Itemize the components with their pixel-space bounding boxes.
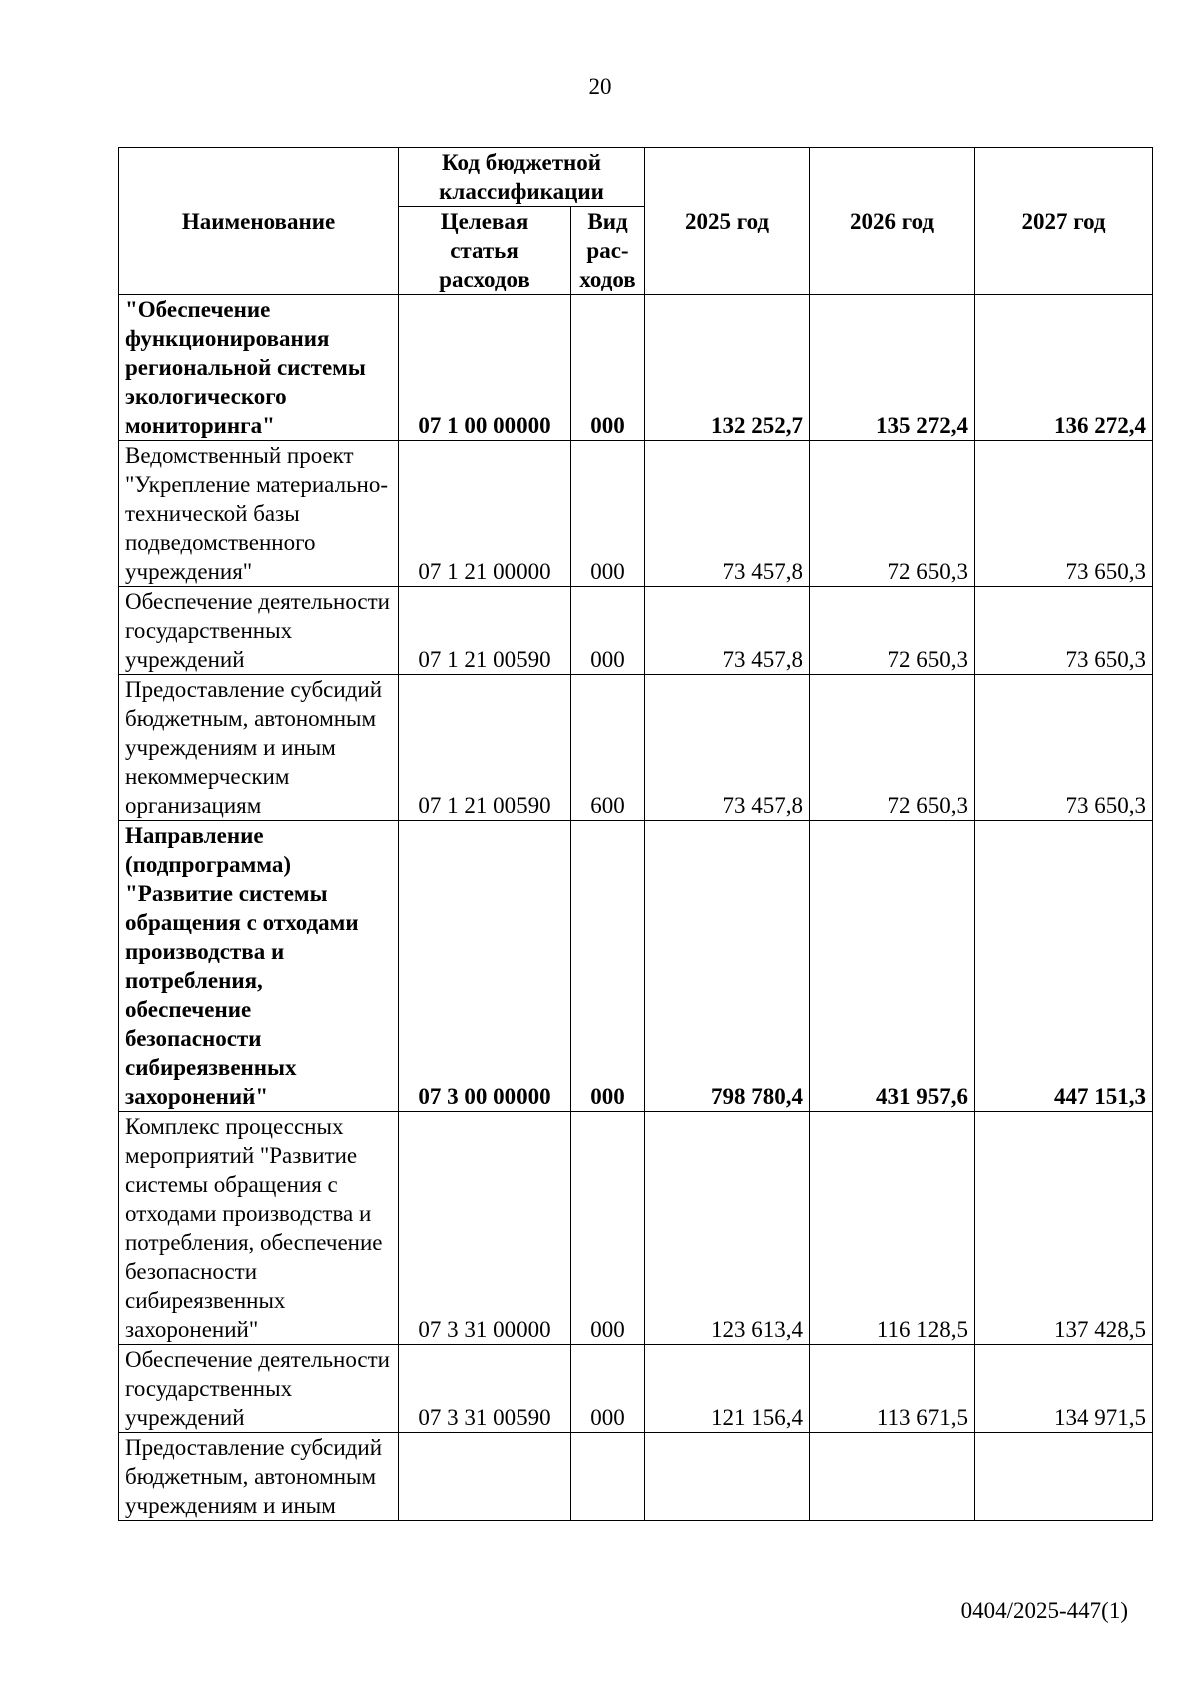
row-2025: 121 156,4 bbox=[645, 1345, 810, 1433]
row-code: 07 1 21 00590 bbox=[399, 675, 571, 821]
row-name: Ведомственный проект "Укрепление материально-технической базы подведомственного учреждения" bbox=[119, 441, 399, 587]
header-kbk-group: Код бюджетной классификации bbox=[399, 148, 645, 207]
row-name: Комплекс процессных мероприятий "Развитие системы обращения с отходами производства и потребления, обеспечение безопасности сибиреязвенных захоронений" bbox=[119, 1112, 399, 1345]
row-2027: 134 971,5 bbox=[975, 1345, 1153, 1433]
row-name: Обеспечение деятельности государственных учреждений bbox=[119, 587, 399, 675]
row-2025: 123 613,4 bbox=[645, 1112, 810, 1345]
header-name: Наименование bbox=[119, 148, 399, 295]
table-row bbox=[119, 441, 1153, 587]
row-vid: 000 bbox=[571, 821, 645, 1112]
row-2026 bbox=[810, 1433, 975, 1521]
row-2027 bbox=[975, 1433, 1153, 1521]
row-code: 07 3 31 00590 bbox=[399, 1345, 571, 1433]
row-2025: 73 457,8 bbox=[645, 441, 810, 587]
row-code: 07 3 31 00000 bbox=[399, 1112, 571, 1345]
table-row bbox=[119, 675, 1153, 821]
table-row-partial bbox=[119, 1433, 1153, 1521]
row-vid: 000 bbox=[571, 587, 645, 675]
row-code: 07 1 21 00590 bbox=[399, 587, 571, 675]
row-2025: 798 780,4 bbox=[645, 821, 810, 1112]
row-name: Обеспечение деятельности государственных учреждений bbox=[119, 1345, 399, 1433]
row-2026: 72 650,3 bbox=[810, 587, 975, 675]
table-body bbox=[119, 295, 1153, 1433]
header-expense-type: Вид рас-ходов bbox=[571, 207, 645, 295]
table-row bbox=[119, 1345, 1153, 1433]
row-2025: 132 252,7 bbox=[645, 295, 810, 441]
row-2025: 73 457,8 bbox=[645, 587, 810, 675]
header-year-2026: 2026 год bbox=[810, 148, 975, 295]
row-2026: 116 128,5 bbox=[810, 1112, 975, 1345]
row-name: Направление (подпрограмма) "Развитие системы обращения с отходами производства и потребления, обеспечение безопасности сибиреязвенных захоронений" bbox=[119, 821, 399, 1112]
row-name: Предоставление субсидий бюджетным, автономным учреждениям и иным bbox=[119, 1433, 399, 1521]
header-year-2025: 2025 год bbox=[645, 148, 810, 295]
document-code: 0404/2025-447(1) bbox=[960, 1598, 1128, 1623]
row-vid: 600 bbox=[571, 675, 645, 821]
row-2027: 137 428,5 bbox=[975, 1112, 1153, 1345]
row-2026: 113 671,5 bbox=[810, 1345, 975, 1433]
row-2025 bbox=[645, 1433, 810, 1521]
row-2027: 73 650,3 bbox=[975, 675, 1153, 821]
row-code: 07 1 21 00000 bbox=[399, 441, 571, 587]
row-2027: 447 151,3 bbox=[975, 821, 1153, 1112]
row-code: 07 1 00 00000 bbox=[399, 295, 571, 441]
row-2026: 72 650,3 bbox=[810, 675, 975, 821]
row-code bbox=[399, 1433, 571, 1521]
row-code: 07 3 00 00000 bbox=[399, 821, 571, 1112]
row-vid bbox=[571, 1433, 645, 1521]
row-2026: 135 272,4 bbox=[810, 295, 975, 441]
row-vid: 000 bbox=[571, 1345, 645, 1433]
row-vid: 000 bbox=[571, 441, 645, 587]
page-number: 20 bbox=[588, 74, 612, 99]
table-row bbox=[119, 1112, 1153, 1345]
table-row bbox=[119, 821, 1153, 1112]
row-2027: 73 650,3 bbox=[975, 441, 1153, 587]
row-2026: 72 650,3 bbox=[810, 441, 975, 587]
row-2026: 431 957,6 bbox=[810, 821, 975, 1112]
row-2027: 73 650,3 bbox=[975, 587, 1153, 675]
budget-table bbox=[118, 147, 1153, 1521]
row-name: "Обеспечение функционирования региональной системы экологического мониторинга" bbox=[119, 295, 399, 441]
row-name: Предоставление субсидий бюджетным, автономным учреждениям и иным некоммерческим организациям bbox=[119, 675, 399, 821]
row-2027: 136 272,4 bbox=[975, 295, 1153, 441]
row-2025: 73 457,8 bbox=[645, 675, 810, 821]
table-row bbox=[119, 295, 1153, 441]
table-row bbox=[119, 587, 1153, 675]
row-vid: 000 bbox=[571, 295, 645, 441]
header-year-2027: 2027 год bbox=[975, 148, 1153, 295]
header-target-article: Целевая статья расходов bbox=[399, 207, 571, 295]
row-vid: 000 bbox=[571, 1112, 645, 1345]
